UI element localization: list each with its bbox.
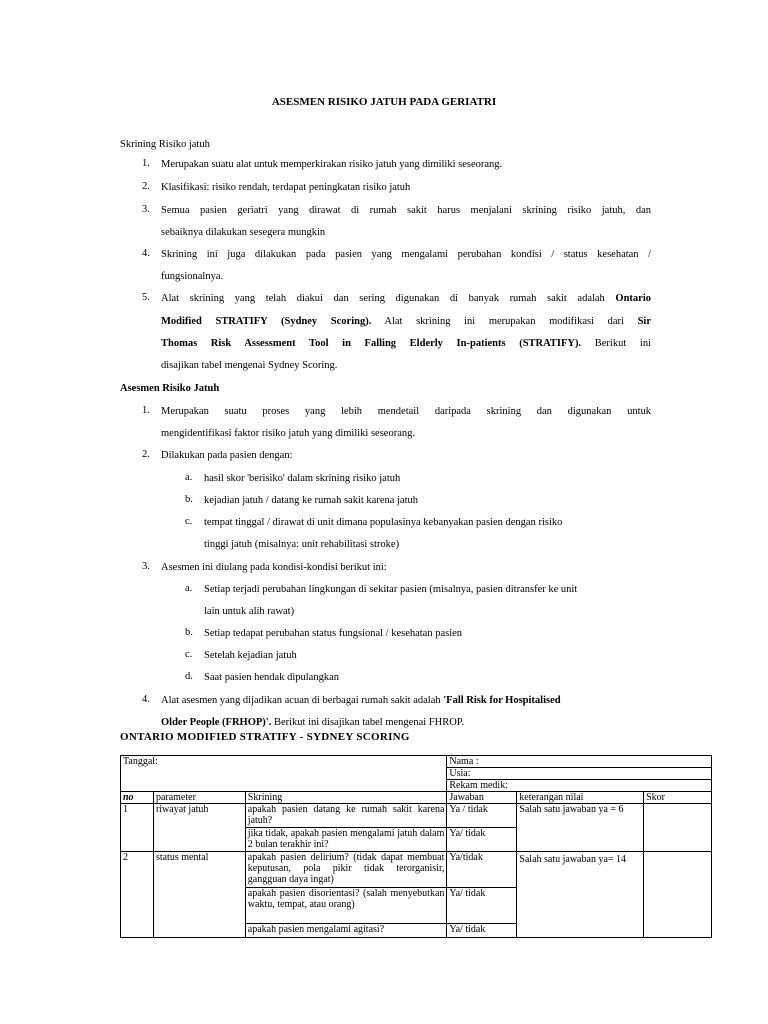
list-item-line [161,292,651,306]
list-item-line [161,694,561,708]
sub-item: Setiap tedapat perubahan status fungsional / kesehatan pasien [204,628,463,639]
sub-item: hasil skor 'berisiko' dalam skrining risiko jatuh [204,473,401,484]
list-item-line: Semua pasien geriatri yang dirawat di rumah sakit harus menjalani skrining risiko jatuh, dan [161,205,651,216]
text-run: Alat skrining yang telah diakui dan sering digunakan di banyak rumah sakit adalah [161,293,616,304]
sub-item: kejadian jatuh / datang ke rumah sakit karena jatuh [204,495,419,506]
list-item-line [161,716,464,730]
list-item-line [161,315,651,329]
row-jawaban: Ya/ tidak [447,924,517,938]
row-parameter: riwayat jatuh [153,804,245,852]
list-number: 2. [142,449,150,460]
row-jawaban: Ya/tidak [447,852,517,888]
list-item: Merupakan suatu alat untuk memperkirakan risiko jatuh yang dimiliki seseorang. [161,159,503,170]
list-number: 4. [142,694,150,705]
nama-cell: Nama : [447,756,712,768]
sub-item-line: tempat tinggal / dirawat di unit dimana populasinya kebanyakan pasien dengan risiko [204,517,563,528]
row-keterangan: Salah satu jawaban ya= 14 [517,852,644,938]
list-item: Dilakukan pada pasien dengan: [161,450,293,461]
rekam-medik-cell: Rekam medik: [447,780,712,792]
sydney-scoring-table [120,755,712,938]
list-item: Asesmen ini diulang pada kondisi-kondisi berikut ini: [161,562,387,573]
bold-term: Thomas Risk Assessment Tool in Falling Elderly In-patients (STRATIFY). [161,338,582,349]
list-item-line: Skrining ini juga dilakukan pada pasien yang mengalami perubahan kondisi / status kesehatan / [161,249,651,260]
list-number: 2. [142,181,150,192]
sub-letter: b. [185,494,193,505]
row-skor[interactable] [644,804,712,852]
list-number: 4. [142,248,150,259]
header-skrining: Skrining [245,792,447,804]
row-skrining: apakah pasien delirium? (tidak dapat membuat keputusan, pola pikir tidak terorganisir, gangguan daya ingat) [245,852,447,888]
row-parameter: status mental [153,852,245,938]
table-title: ONTARIO MODIFIED STRATIFY - SYDNEY SCORING [120,731,410,743]
bold-term: 'Fall Risk for Hospitalised [443,695,561,706]
sub-item: Setelah kejadian jatuh [204,650,297,661]
header-no: no [121,792,154,804]
row-no: 1 [121,804,154,852]
section-heading-asesmen: Asesmen Risiko Jatuh [120,383,220,394]
text-run: Berikut ini [581,338,651,349]
row-skrining: jika tidak, apakah pasien mengalami jatuh dalam 2 bulan terakhir ini? [245,828,447,852]
list-number: 5. [142,292,150,303]
text-run: Alat asesmen yang dijadikan acuan di berbagai rumah sakit adalah [161,695,444,706]
header-keterangan: keterangan nilai [517,792,644,804]
header-jawaban: Jawaban [447,792,517,804]
list-item: Klasifikasi: risiko rendah, terdapat peningkatan risiko jatuh [161,182,411,193]
list-item-line: disajikan tabel mengenai Sydney Scoring. [161,360,338,371]
sub-item-line: lain untuk alih rawat) [204,606,295,617]
header-skor: Skor [644,792,712,804]
list-item-line: mengidentifikasi faktor risiko jatuh yang dimiliki seseorang. [161,428,415,439]
row-skrining: apakah pasien disorientasi? (salah menyebutkan waktu, tempat, atau orang) [245,888,447,924]
sub-item-line: Setiap terjadi perubahan lingkungan di sekitar pasien (misalnya, pasien ditransfer ke unit [204,584,578,595]
row-skrining: apakah pasien mengalami agitasi? [245,924,447,938]
sub-item: Saat pasien hendak dipulangkan [204,672,340,683]
row-jawaban: Ya/ tidak [447,888,517,924]
sub-letter: b. [185,627,193,638]
list-number: 1. [142,405,150,416]
bold-term: Sir [637,316,651,327]
bold-term: Older People (FRHOP)'. [161,717,272,728]
sub-letter: c. [185,516,193,527]
sub-letter: a. [185,472,193,483]
row-keterangan: Salah satu jawaban ya = 6 [517,804,644,852]
list-item-line: Merupakan suatu proses yang lebih mendetail daripada skrining dan digunakan untuk [161,406,651,417]
list-item-line: fungsionalnya. [161,271,224,282]
list-number: 1. [142,158,150,169]
list-item-line: sebaiknya dilakukan sesegera mungkin [161,227,326,238]
list-item-line [161,337,651,351]
tanggal-cell: Tanggal: [121,756,447,792]
row-skrining: apakah pasien datang ke rumah sakit karena jatuh? [245,804,447,828]
row-no: 2 [121,852,154,938]
sub-letter: a. [185,583,193,594]
row-jawaban: Ya / tidak [447,804,517,828]
sub-letter: d. [185,671,193,682]
section-heading-skrining: Skrining Risiko jatuh [120,139,210,150]
sub-letter: c. [185,649,193,660]
bold-term: Ontario [615,293,651,304]
text-run: Alat skrining ini merupakan modifikasi dari [371,316,638,327]
row-skor[interactable] [644,852,712,938]
list-number: 3. [142,561,150,572]
header-parameter: parameter [153,792,245,804]
document-title: ASESMEN RISIKO JATUH PADA GERIATRI [271,96,497,108]
text-run: Berikut ini disajikan tabel mengenai FHROP. [271,717,465,728]
list-number: 3. [142,204,150,215]
row-jawaban: Ya/ tidak [447,828,517,852]
usia-cell: Usia: [447,768,712,780]
sub-item-line: tinggi jatuh (misalnya: unit rehabilitasi stroke) [204,539,400,550]
bold-term: Modified STRATIFY (Sydney Scoring). [161,316,372,327]
